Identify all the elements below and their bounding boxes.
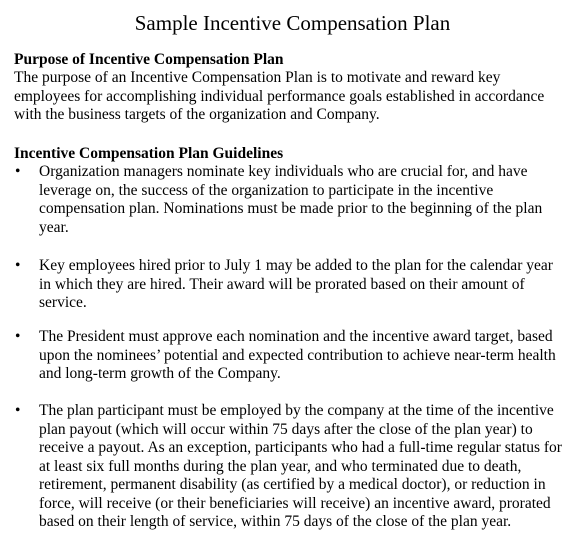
purpose-paragraph xyxy=(14,69,580,125)
guideline-line: Organization managers nominate key individuals who are crucial for, and have xyxy=(39,163,528,180)
bullet-icon: • xyxy=(15,402,21,419)
guideline-line: Key employees hired prior to July 1 may be added to the plan for the calendar year xyxy=(39,257,553,274)
purpose-line: employees for accomplishing individual performance goals established in accordance xyxy=(14,87,545,105)
guideline-text xyxy=(39,163,584,237)
guideline-text xyxy=(39,402,584,532)
purpose-line: with the business targets of the organization and Company. xyxy=(14,106,380,123)
guideline-line: The plan participant must be employed by the company at the time of the incentive xyxy=(39,402,554,419)
guideline-line: year. xyxy=(39,218,69,236)
guidelines-section xyxy=(14,145,580,163)
guideline-line: service. xyxy=(39,294,87,311)
guideline-line: compensation plan. Nominations must be made prior to the beginning of the plan xyxy=(39,200,543,217)
guideline-line: retirement, permanent disability (as certified by a medical doctor), or reduction in xyxy=(39,476,546,493)
purpose-section xyxy=(14,51,580,125)
guideline-line: upon the nominees’ potential and expected contribution to achieve near-term health xyxy=(39,346,556,364)
purpose-heading: Purpose of Incentive Compensation Plan xyxy=(14,51,284,68)
guideline-line: receive a payout. As an exception, participants who had a full-time regular status for xyxy=(39,439,562,456)
bullet-icon: • xyxy=(15,257,21,274)
document-title: Sample Incentive Compensation Plan xyxy=(134,11,451,35)
guideline-text xyxy=(39,328,584,384)
guideline-line: The President must approve each nomination and the incentive award target, based xyxy=(39,328,553,345)
guideline-line: in which they are hired. Their award will be prorated based on their amount of xyxy=(39,275,525,293)
guidelines-heading: Incentive Compensation Plan Guidelines xyxy=(14,145,284,162)
guideline-line: leverage on, the success of the organization to participate in the incentive xyxy=(39,181,494,199)
bullet-icon: • xyxy=(15,163,21,180)
bullet-icon: • xyxy=(15,328,21,345)
guideline-line: plan payout (which will occur within 75 days after the close of the plan year) to xyxy=(39,420,533,438)
guideline-line: and long-term growth of the Company. xyxy=(39,365,281,382)
guideline-line: based on their length of service, within 75 days of the close of the plan year. xyxy=(39,513,512,530)
guideline-line: at least six full months during the plan year, and who terminated due to death, xyxy=(39,457,522,475)
guideline-text xyxy=(39,257,584,313)
guideline-line: force, will receive (or their beneficiaries will receive) an incentive award, prorated xyxy=(39,494,551,512)
purpose-line: The purpose of an Incentive Compensation Plan is to motivate and reward key xyxy=(14,69,501,86)
